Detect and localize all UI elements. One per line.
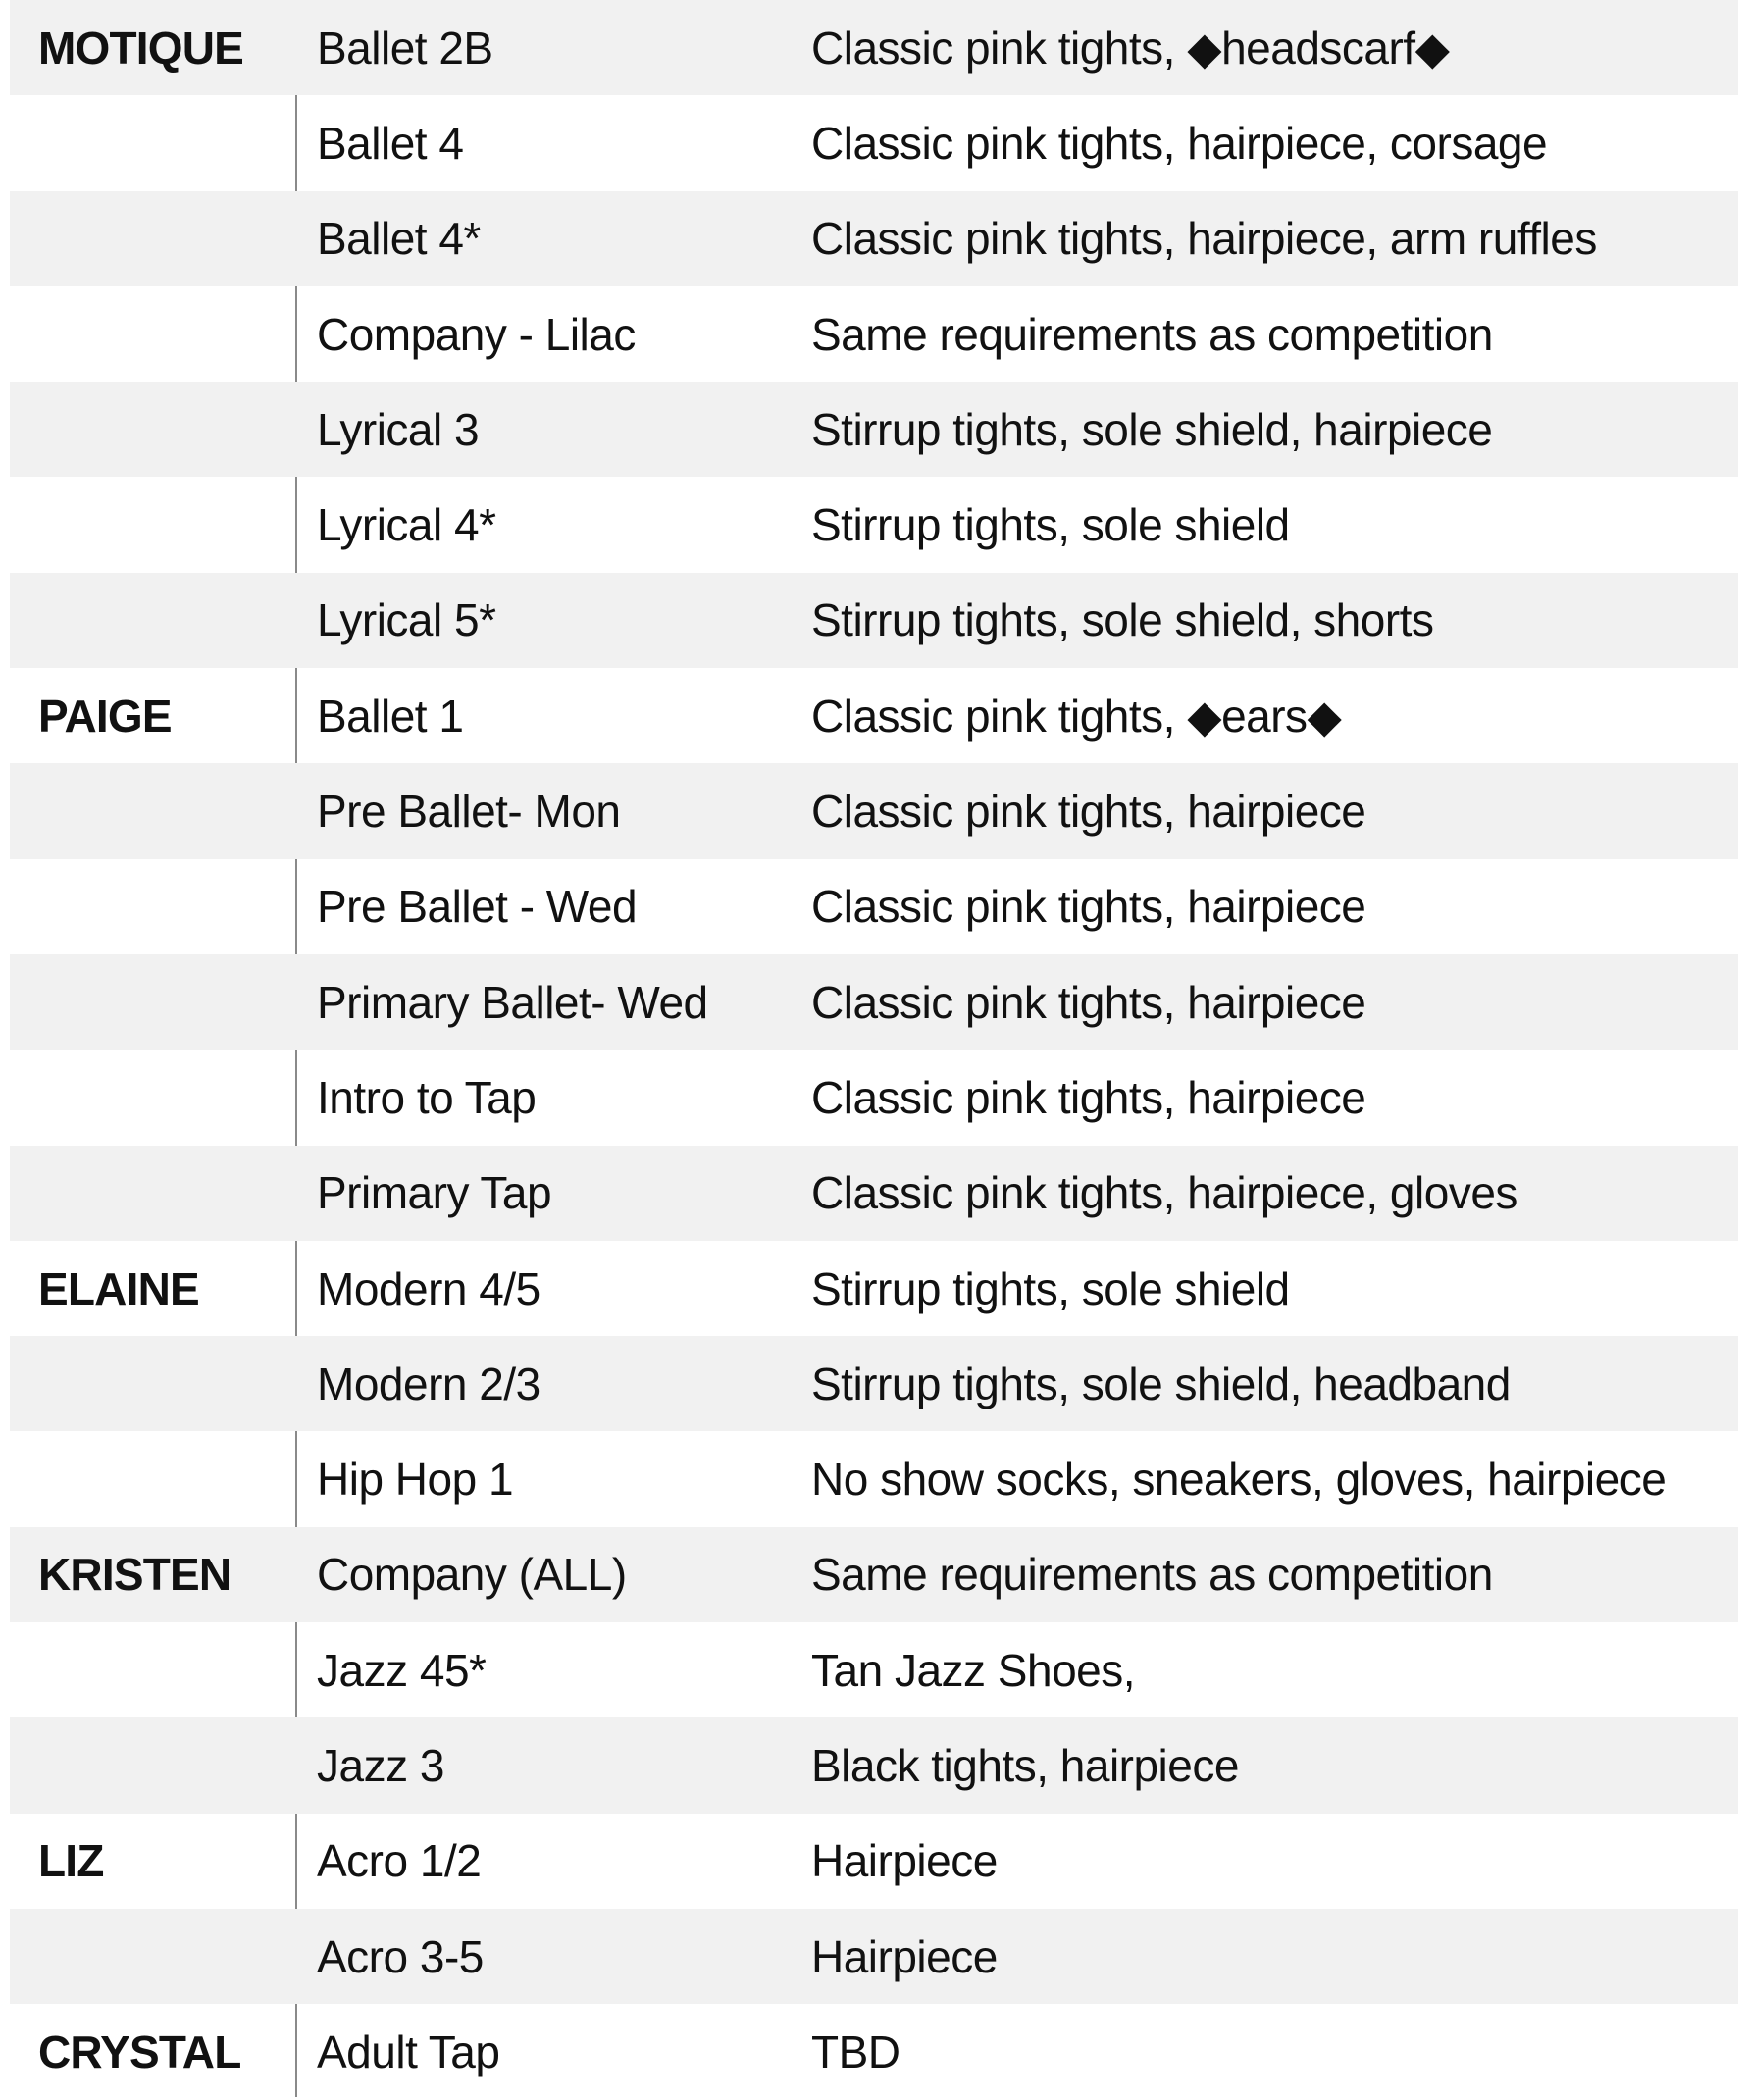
class-name: Ballet 4* — [317, 213, 481, 265]
table-row — [10, 0, 1738, 95]
requirements-text: Classic pink tights, hairpiece, corsage — [811, 117, 1548, 169]
requirements-text: Classic pink tights, hairpiece, gloves — [811, 1167, 1517, 1219]
class-name: Company (ALL) — [317, 1549, 627, 1601]
class-name: Ballet 4 — [317, 117, 464, 169]
table-row — [10, 763, 1738, 858]
class-name: Hip Hop 1 — [317, 1454, 514, 1506]
table-row — [10, 1146, 1738, 1241]
teacher-name: LIZ — [38, 1835, 104, 1887]
requirements-text: Stirrup tights, sole shield — [811, 499, 1290, 551]
class-name: Intro to Tap — [317, 1071, 537, 1123]
table-row — [10, 382, 1738, 477]
class-name: Primary Ballet- Wed — [317, 976, 708, 1028]
table-row — [10, 1050, 1738, 1145]
class-name: Modern 4/5 — [317, 1262, 540, 1314]
class-name: Acro 1/2 — [317, 1835, 482, 1887]
class-name: Lyrical 5* — [317, 594, 496, 646]
requirements-text: Stirrup tights, sole shield — [811, 1262, 1290, 1314]
teacher-name: MOTIQUE — [38, 22, 244, 74]
requirements-text: Hairpiece — [811, 1930, 998, 1982]
table-row — [10, 573, 1738, 668]
requirements-text: Black tights, hairpiece — [811, 1739, 1239, 1791]
class-name: Acro 3-5 — [317, 1930, 484, 1982]
table-row — [10, 2004, 1738, 2099]
requirements-text: Classic pink tights, hairpiece — [811, 786, 1366, 838]
requirements-text: Hairpiece — [811, 1835, 998, 1887]
requirements-text: Classic pink tights, ◆ears◆ — [811, 690, 1342, 742]
table-row — [10, 191, 1738, 286]
teacher-name: ELAINE — [38, 1262, 199, 1314]
class-name: Pre Ballet- Mon — [317, 786, 621, 838]
table-row — [10, 1431, 1738, 1526]
table-row — [10, 1717, 1738, 1813]
class-name: Ballet 1 — [317, 690, 464, 742]
table-row — [10, 477, 1738, 572]
table-row — [10, 859, 1738, 954]
requirements-text: No show socks, sneakers, gloves, hairpiece — [811, 1454, 1667, 1506]
teacher-name: KRISTEN — [38, 1549, 231, 1601]
requirements-text: Stirrup tights, sole shield, hairpiece — [811, 403, 1493, 455]
table-row — [10, 1241, 1738, 1336]
teacher-name: CRYSTAL — [38, 2025, 241, 2077]
class-name: Pre Ballet - Wed — [317, 881, 638, 933]
class-name: Jazz 3 — [317, 1739, 444, 1791]
requirements-text: TBD — [811, 2025, 900, 2077]
requirements-text: Stirrup tights, sole shield, shorts — [811, 594, 1434, 646]
requirements-text: Classic pink tights, hairpiece — [811, 1071, 1366, 1123]
class-name: Company - Lilac — [317, 308, 636, 360]
class-name: Modern 2/3 — [317, 1357, 540, 1409]
table-row — [10, 1527, 1738, 1622]
class-name: Adult Tap — [317, 2025, 500, 2077]
class-name: Primary Tap — [317, 1167, 552, 1219]
class-name: Jazz 45* — [317, 1644, 487, 1696]
table-row — [10, 286, 1738, 382]
costume-requirements-table — [10, 0, 1738, 2100]
table-row — [10, 668, 1738, 763]
requirements-text: Classic pink tights, hairpiece — [811, 881, 1366, 933]
table-row — [10, 1622, 1738, 1717]
class-name: Ballet 2B — [317, 22, 493, 74]
table-row — [10, 95, 1738, 190]
requirements-text: Same requirements as competition — [811, 308, 1493, 360]
table-row — [10, 1336, 1738, 1431]
class-name: Lyrical 3 — [317, 403, 480, 455]
requirements-text: Tan Jazz Shoes, — [811, 1644, 1136, 1696]
requirements-text: Classic pink tights, ◆headscarf◆ — [811, 22, 1450, 74]
requirements-text: Same requirements as competition — [811, 1549, 1493, 1601]
table-row — [10, 1814, 1738, 1909]
teacher-name: PAIGE — [38, 690, 172, 742]
table-row — [10, 1909, 1738, 2004]
requirements-text: Classic pink tights, hairpiece, arm ruffles — [811, 213, 1597, 265]
requirements-text: Classic pink tights, hairpiece — [811, 976, 1366, 1028]
table-row — [10, 954, 1738, 1050]
requirements-text: Stirrup tights, sole shield, headband — [811, 1357, 1511, 1409]
class-name: Lyrical 4* — [317, 499, 496, 551]
